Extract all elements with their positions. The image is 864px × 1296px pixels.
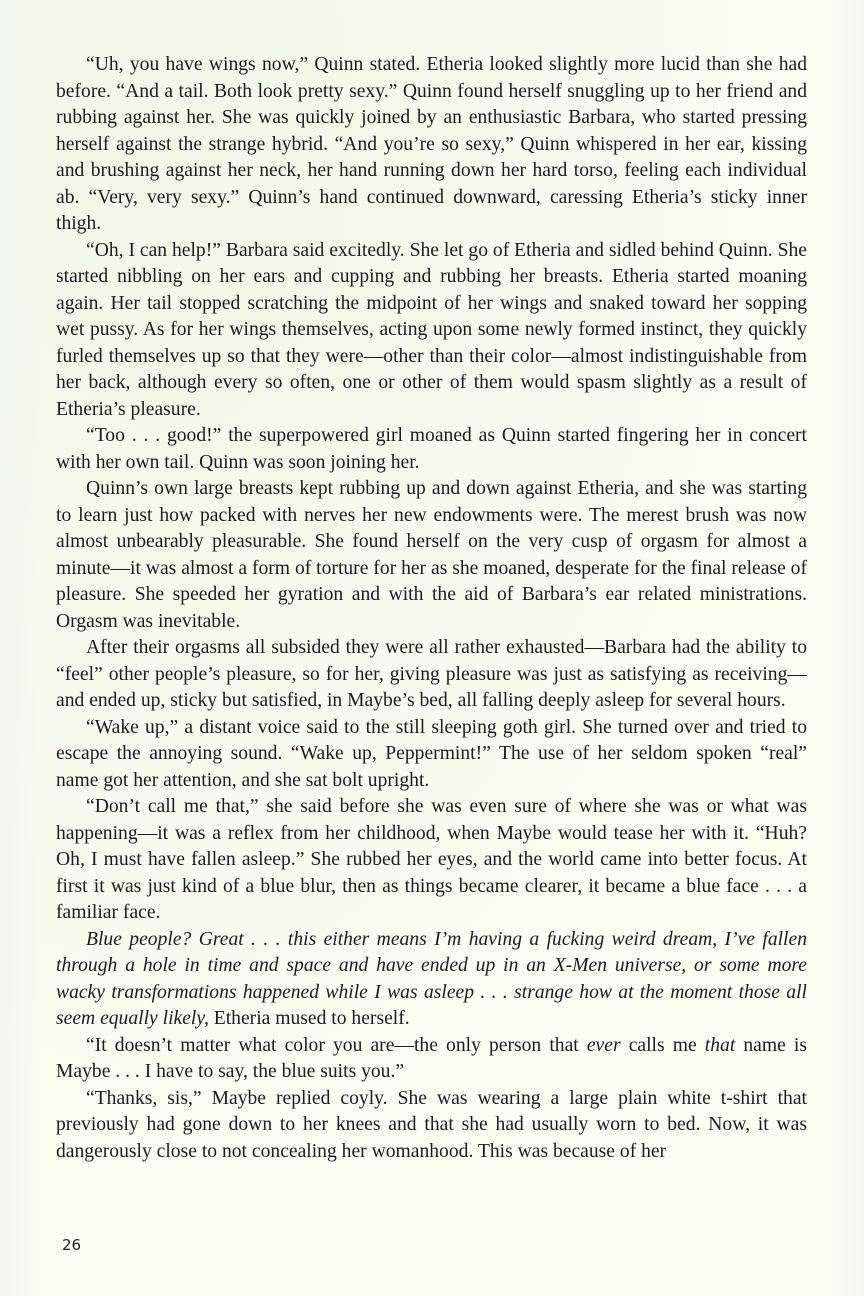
paragraph: [56, 1033, 807, 1086]
text-segment: “Don’t call me that,” she said before she was even sure of where she was or what was happening—it was a reflex from her childhood, when Maybe would tease her with it. “Huh? Oh, I must have fallen asleep.” She rubbed her eyes, and the world came into better focus. At first it was just kind of a blue blur, then as things became clearer, it became a blue face . . . a familiar face.: [56, 796, 807, 923]
text-segment: “Wake up,” a distant voice said to the still sleeping goth girl. She turned over and tried to escape the annoying sound. “Wake up, Peppermint!” The use of her seldom spoken “real” name got her attention, and she sat bolt upright.: [56, 716, 807, 791]
text-segment: “Thanks, sis,” Maybe replied coyly. She was wearing a large plain white t-shirt that previously had gone down to her knees and that she had usually worn to bed. Now, it was dangerously close to not concealing her womanhood. This was because of her: [56, 1087, 807, 1162]
italic-text-segment: that: [704, 1034, 736, 1056]
paragraph: [56, 927, 807, 1033]
italic-text-segment: ever: [586, 1034, 621, 1056]
italic-text-segment: Blue people? Great . . . this either means I’m having a fucking weird dream, I’ve fallen through a hole in time and space and have ended up in an X-Men universe, or some more wacky transformations happened while I was asleep . . . strange how at the moment those all seem equally likely,: [56, 928, 807, 1029]
text-segment: Quinn’s own large breasts kept rubbing up and down against Etheria, and she was starting to learn just how packed with nerves her new endowments were. The merest brush was now almost unbearably pleasurable. She found herself on the very cusp of orgasm for almost a minute—it was almost a form of torture for her as she moaned, desperate for the final release of pleasure. She speeded her gyration and with the aid of Barbara’s ear related ministrations. Orgasm was inevitable.: [56, 478, 807, 632]
body-text: [56, 52, 807, 1165]
paragraph: [56, 238, 807, 424]
paragraph: [56, 52, 807, 238]
paragraph: [56, 635, 807, 715]
text-segment: name is Maybe . . . I have to say, the blue suits you.”: [56, 1034, 807, 1082]
text-segment: “It doesn’t matter what color you are—the only person that: [86, 1034, 587, 1056]
paragraph: [56, 1086, 807, 1166]
paragraph: [56, 476, 807, 635]
paragraph: [56, 423, 807, 476]
text-segment: After their orgasms all subsided they were all rather exhausted—Barbara had the ability to “feel” other people’s pleasure, so for her, giving pleasure was just as satisfying as receiving—and ended up, sticky but satisfied, in Maybe’s bed, all falling deeply asleep for several hours.: [56, 637, 807, 711]
page-number: 26: [62, 1236, 82, 1254]
text-segment: Etheria mused to herself.: [208, 1008, 410, 1029]
paragraph: [56, 715, 807, 795]
text-segment: “Too . . . good!” the superpowered girl moaned as Quinn started fingering her in concert with her own tail. Quinn was soon joining her.: [56, 425, 807, 473]
text-segment: “Oh, I can help!” Barbara said excitedly. She let go of Etheria and sidled behind Quinn. She started nibbling on her ears and cupping and rubbing her breasts. Etheria started moaning again. Her tail stopped scratching the midpoint of her wings and snaked toward her sopping wet pussy. As for her wings themselves, acting upon some newly formed instinct, they quickly furled themselves up so that they were—other than their color—almost indistinguishable from her back, although every so often, one or other of them would spasm slightly as a result of Etheria’s pleasure.: [56, 239, 807, 420]
text-segment: calls me: [620, 1034, 705, 1056]
text-segment: “Uh, you have wings now,” Quinn stated. Etheria looked slightly more lucid than she had before. “And a tail. Both look pretty sexy.” Quinn found herself snuggling up to her friend and rubbing against her. She was quickly joined by an enthusiastic Barbara, who started pressing herself against the strange hybrid. “And you’re so sexy,” Quinn whispered in her ear, kissing and brushing against her neck, her hand running down her hard torso, feeling each individual ab. “Very, very sexy.” Quinn’s hand continued downward, caressing Etheria’s sticky inner thigh.: [56, 54, 807, 234]
paragraph: [56, 794, 807, 927]
